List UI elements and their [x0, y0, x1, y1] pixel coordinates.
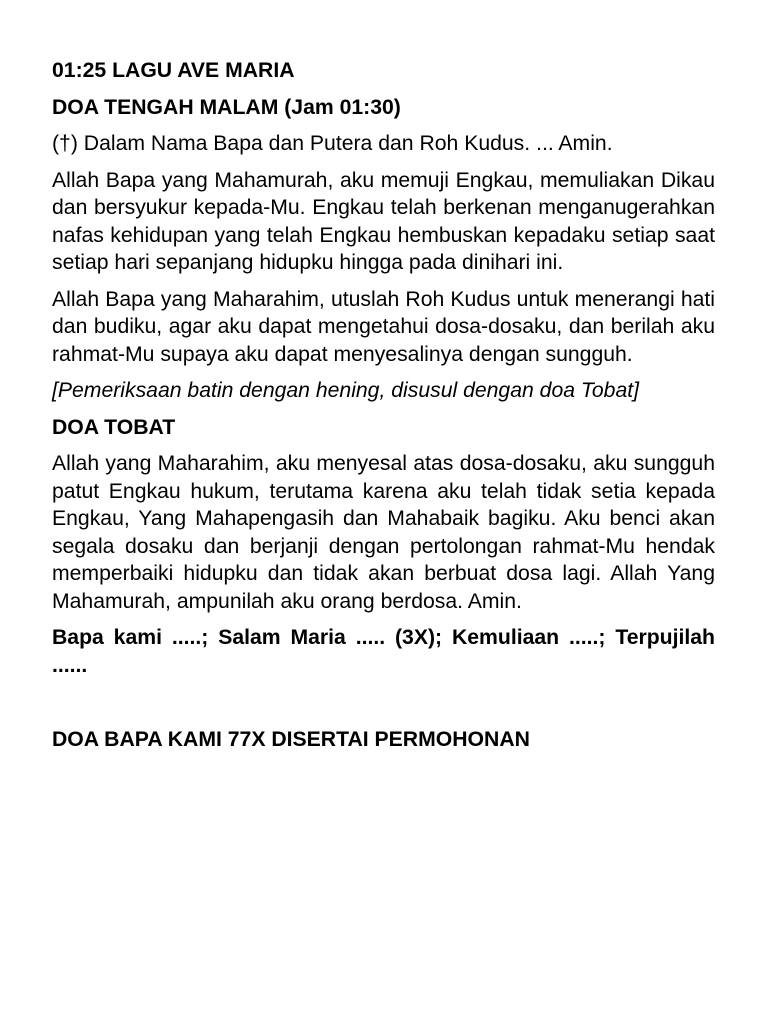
prayers-list: Bapa kami .....; Salam Maria ..... (3X); Kemuliaan .....; Terpujilah ......	[52, 626, 715, 677]
sign-of-cross-text: (†) Dalam Nama Bapa dan Putera dan Roh Kudus. ... Amin.	[52, 132, 613, 155]
final-heading: DOA BAPA KAMI 77X DISERTAI PERMOHONAN	[52, 728, 530, 751]
holy-spirit-paragraph: Allah Bapa yang Maharahim, utuslah Roh Kudus untuk menerangi hati dan budiku, agar aku dapat mengetahui dosa-dosaku, dan berilah aku rahmat-Mu supaya aku dapat menyesalinya dengan sungguh.	[52, 287, 715, 366]
thanksgiving-paragraph: Allah Bapa yang Mahamurah, aku memuji Engkau, memuliakan Dikau dan bersyukur kepada-Mu. Engkau telah berkenan menganugerahkan nafas kehidupan yang telah Engkau hembuskan kepadaku setiap saat setiap hari sepanjang hidupku hingga pada dinihari ini.	[52, 168, 715, 274]
contrition-paragraph: Allah yang Maharahim, aku menyesal atas dosa-dosaku, aku sungguh patut Engkau hukum, terutama karena aku telah tidak setia kepada Engkau, Yang Mahapengasih dan Mahabaik bagiku. Aku benci akan segala dosaku dan berjanji dengan pertolongan rahmat-Mu hendak memperbaiki hidupku dan tidak akan berbuat dosa lagi. Allah Yang Mahamurah, ampunilah aku orang berdosa. Amin.	[52, 452, 715, 613]
document-page	[52, 57, 715, 763]
song-heading: 01:25 LAGU AVE MARIA	[52, 59, 295, 82]
prayer-heading: DOA TENGAH MALAM (Jam 01:30)	[52, 95, 401, 119]
rubric-note: [Pemeriksaan batin dengan hening, disusul dengan doa Tobat]	[52, 379, 640, 402]
contrition-heading: DOA TOBAT	[52, 415, 176, 439]
